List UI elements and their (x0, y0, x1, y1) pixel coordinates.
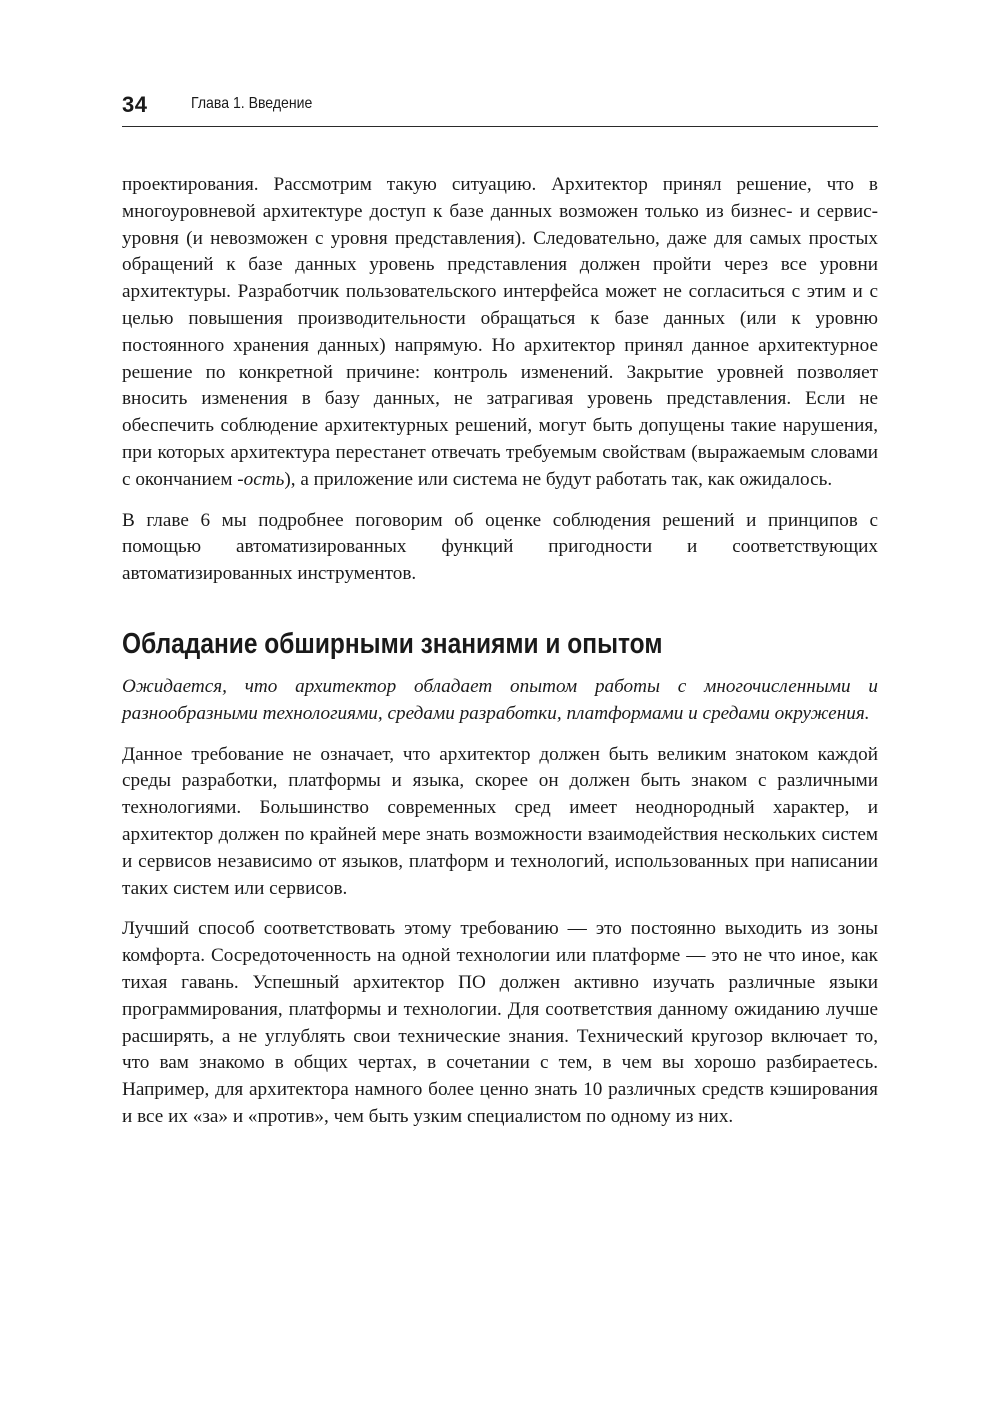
page-body (122, 172, 878, 1131)
paragraph-text: ), а приложение или система не будут работать так, как ожидалось. (284, 468, 833, 490)
paragraph-text: проектирования. Рассмотрим такую ситуацию. Архитектор принял решение, что в многоуровневой архитектуре доступ к базе данных возможен только из бизнес- и сервис-уровня (и невозможен с уровня представления). Следовательно, даже для самых простых обращений к базе данных уровень представления должен пройти через все уровни архитектуры. Разработчик пользовательского интерфейса может не согласиться с этим и с целью повышения производительности обращаться к базе данных (или к уровню постоянного хранения данных) напрямую. Но архитектор принял данное архитектурное решение по конкретной причине: контроль изменений. Закрытие уровней позволяет вносить изменения в базу данных, не затрагивая уровень представления. Если не обеспечить соблюдение архитектурных решений, могут быть допущены такие нарушения, при которых архитектура перестанет отвечать требуемым свойствам (выражаемым словами с окончанием (122, 174, 878, 490)
paragraph: Лучший способ соответствовать этому требованию — это постоянно выходить из зоны комфорта. Сосредоточенность на одной технологии или платформе — это не что иное, как тихая гавань. Успешный архитектор ПО должен активно изучать различные языки программирования, платформы и технологии. Для соответствия данному ожиданию лучше расширять, а не углублять свои технические знания. Технический кругозор включает то, что вам знакомо в общих чертах, в сочетании с тем, в чем вы хорошо разбираетесь. Например, для архитектора намного более ценно знать 10 различных средств кэширования и все их «за» и «против», чем быть узким специалистом по одному из них. (122, 918, 878, 1127)
paragraph (122, 172, 878, 494)
epigraph: Ожидается, что архитектор обладает опытом работы с многочисленными и разнообразными технологиями, средами разработки, платформами и средами окружения. (122, 675, 878, 724)
italic-suffix: -ость (237, 468, 285, 490)
page-header (122, 92, 878, 127)
paragraph: Данное требование не означает, что архитектор должен быть великим знатоком каждой среды разработки, платформы и языка, скорее он должен быть знаком с различными технологиями. Большинство современных сред имеет неоднородный характер, и архитектор должен по крайней мере знать возможности взаимодействия нескольких систем и сервисов независимо от языков, платформ и технологий, использованных при написании таких систем или сервисов. (122, 743, 878, 899)
section-heading: Обладание обширными знаниями и опытом (122, 627, 663, 660)
running-head: Глава 1. Введение (191, 95, 313, 112)
paragraph: В главе 6 мы подробнее поговорим об оценке соблюдения решений и принципов с помощью автоматизированных функций пригодности и соответствующих автоматизированных инструментов. (122, 509, 878, 585)
page-number: 34 (122, 92, 148, 117)
